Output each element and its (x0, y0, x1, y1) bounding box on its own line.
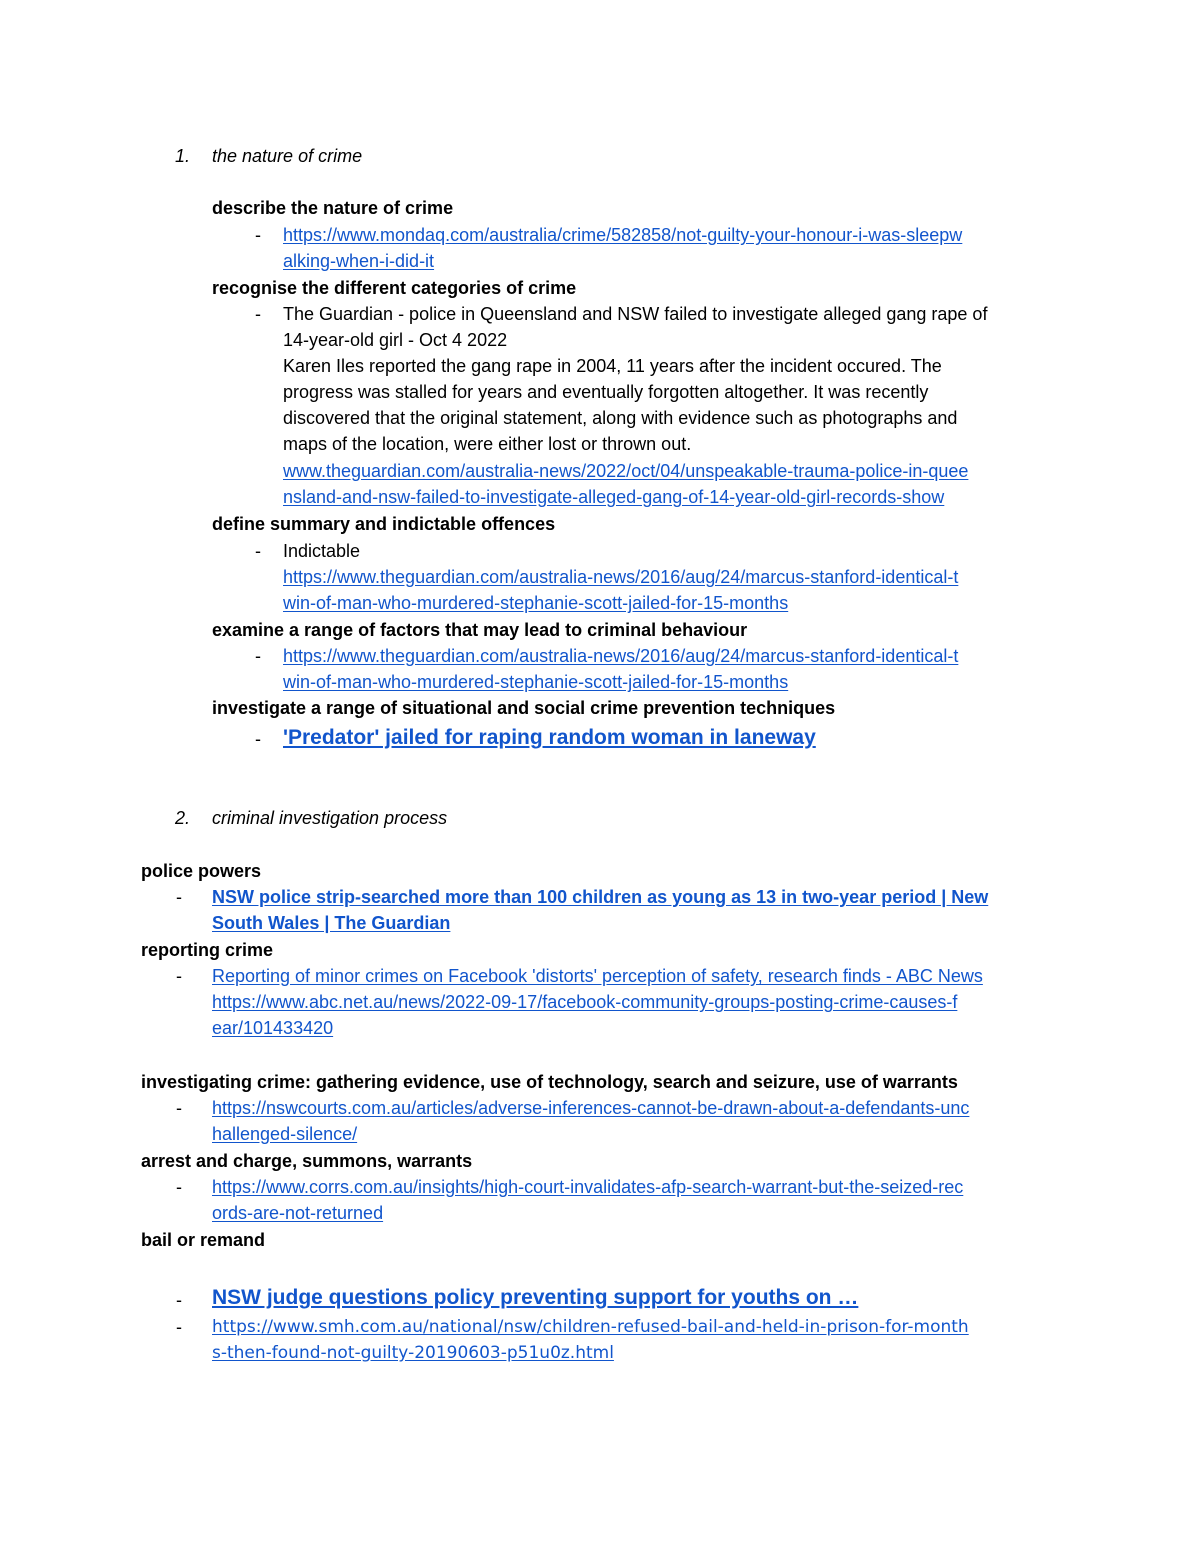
bullet-dash: - (176, 966, 182, 986)
link-smh[interactable]: https://www.smh.com.au/national/nsw/children-refused-bail-and-held-in-prison-for-month (212, 1317, 969, 1337)
link-abc-url-cont[interactable]: ear/101433420 (212, 1018, 334, 1038)
link-mondaq-cont[interactable]: alking-when-i-did-it (283, 251, 435, 271)
categories-text-line: The Guardian - police in Queensland and NSW failed to investigate alleged gang rape of (283, 304, 988, 324)
categories-text-line: discovered that the original statement, along with evidence such as photographs and (283, 408, 958, 428)
section-2-title: criminal investigation process (212, 808, 448, 828)
bullet-dash: - (176, 1098, 182, 1118)
link-guardian-gang-rape[interactable]: www.theguardian.com/australia-news/2022/oct/04/unspeakable-trauma-police-in-quee (283, 461, 969, 481)
link-nswcourts-cont[interactable]: hallenged-silence/ (212, 1124, 358, 1144)
link-corrs-cont[interactable]: ords-are-not-returned (212, 1203, 384, 1223)
bullet-dash: - (176, 1317, 182, 1337)
link-guardian-gang-rape-cont[interactable]: nsland-and-nsw-failed-to-investigate-alleged-gang-of-14-year-old-girl-records-show (283, 487, 945, 507)
bullet-dash: - (255, 729, 261, 749)
heading-prevention: investigate a range of situational and social crime prevention techniques (212, 698, 836, 718)
link-abc-url[interactable]: https://www.abc.net.au/news/2022-09-17/facebook-community-groups-posting-crime-causes-f (212, 992, 958, 1012)
heading-police-powers: police powers (141, 861, 262, 881)
link-strip-search[interactable]: NSW police strip-searched more than 100 children as young as 13 in two-year period | New (212, 887, 989, 907)
bullet-dash: - (255, 304, 261, 324)
heading-investigating: investigating crime: gathering evidence, use of technology, search and seizure, use of warrants (141, 1072, 958, 1092)
bullet-dash: - (176, 1290, 182, 1310)
section-1-number: 1. (175, 146, 191, 166)
heading-offences: define summary and indictable offences (212, 514, 556, 534)
link-nsw-judge[interactable]: NSW judge questions policy preventing support for youths on … (212, 1286, 859, 1309)
link-guardian-stanford-2[interactable]: https://www.theguardian.com/australia-news/2016/aug/24/marcus-stanford-identical-t (283, 646, 959, 666)
bullet-dash: - (176, 887, 182, 907)
categories-text-line: maps of the location, were either lost or thrown out. (283, 434, 692, 454)
categories-text-line: 14-year-old girl - Oct 4 2022 (283, 330, 508, 350)
bullet-dash: - (176, 1177, 182, 1197)
section-2-number: 2. (175, 808, 191, 828)
link-corrs[interactable]: https://www.corrs.com.au/insights/high-court-invalidates-afp-search-warrant-but-the-seized-rec (212, 1177, 964, 1197)
link-smh-cont[interactable]: s-then-found-not-guilty-20190603-p51u0z.html (212, 1343, 614, 1363)
heading-bail: bail or remand (141, 1230, 266, 1250)
link-guardian-stanford-2-cont[interactable]: win-of-man-who-murdered-stephanie-scott-jailed-for-15-months (283, 672, 789, 692)
heading-describe-crime: describe the nature of crime (212, 198, 454, 218)
link-mondaq[interactable]: https://www.mondaq.com/australia/crime/582858/not-guilty-your-honour-i-was-sleepw (283, 225, 963, 245)
section-1-title: the nature of crime (212, 146, 363, 166)
link-strip-search-cont[interactable]: South Wales | The Guardian (212, 913, 451, 933)
heading-reporting-crime: reporting crime (141, 940, 274, 960)
categories-text-line: Karen Iles reported the gang rape in 2004, 11 years after the incident occured. The (283, 356, 942, 376)
link-guardian-stanford[interactable]: https://www.theguardian.com/australia-news/2016/aug/24/marcus-stanford-identical-t (283, 567, 959, 587)
heading-factors: examine a range of factors that may lead to criminal behaviour (212, 620, 748, 640)
categories-text-line: progress was stalled for years and eventually forgotten altogether. It was recently (283, 382, 929, 402)
heading-arrest: arrest and charge, summons, warrants (141, 1151, 473, 1171)
link-nswcourts[interactable]: https://nswcourts.com.au/articles/adverse-inferences-cannot-be-drawn-about-a-defendants-unc (212, 1098, 970, 1118)
bullet-dash: - (255, 646, 261, 666)
heading-categories: recognise the different categories of crime (212, 278, 577, 298)
bullet-dash: - (255, 225, 261, 245)
link-predator-jailed[interactable]: 'Predator' jailed for raping random woman in laneway (283, 726, 816, 749)
link-guardian-stanford-cont[interactable]: win-of-man-who-murdered-stephanie-scott-jailed-for-15-months (283, 593, 789, 613)
offences-item: Indictable (283, 541, 361, 561)
bullet-dash: - (255, 541, 261, 561)
link-abc-facebook[interactable]: Reporting of minor crimes on Facebook 'distorts' perception of safety, research finds - ABC News (212, 966, 983, 986)
